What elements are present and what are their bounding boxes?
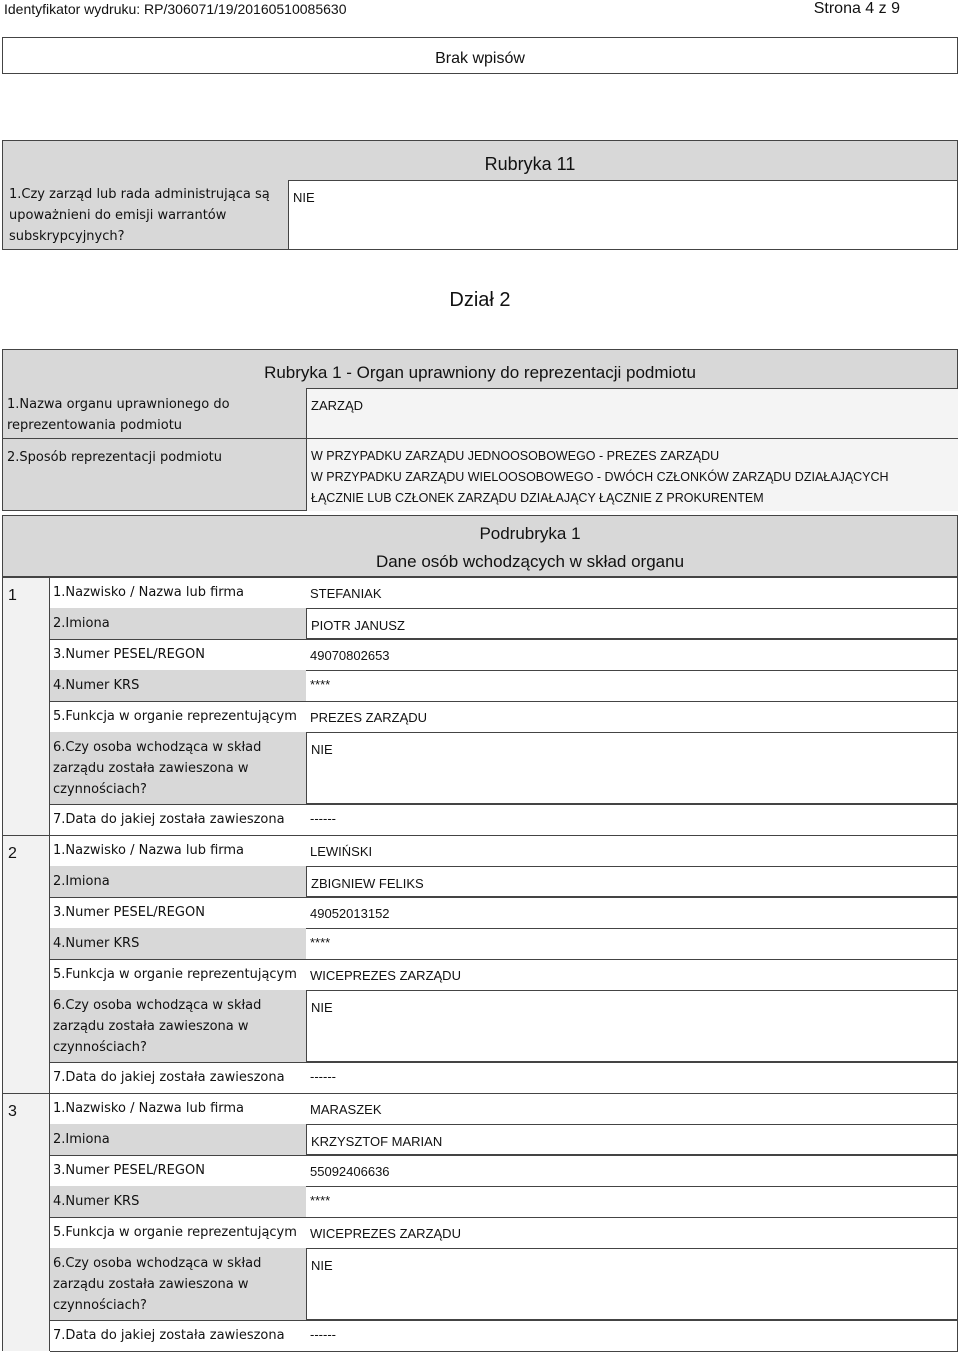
- field-value-pesel: 49070802653: [310, 648, 390, 663]
- field-label-names: 2.Imiona: [53, 874, 110, 889]
- field-value-names: PIOTR JANUSZ: [306, 608, 958, 639]
- field-label-function: 5.Funkcja w organie reprezentującym: [53, 709, 297, 724]
- field-label-suspended-date: 7.Data do jakiej została zawieszona: [53, 812, 285, 827]
- podrubryka-subtitle: Dane osób wchodzących w skład organu: [375, 552, 685, 571]
- field-value-function: PREZES ZARZĄDU: [310, 710, 428, 725]
- field-label-function: 5.Funkcja w organie reprezentującym: [53, 967, 297, 982]
- rubryka11-answer: NIE: [288, 180, 958, 250]
- field-label-krs: 4.Numer KRS: [53, 1194, 140, 1209]
- print-id: Identyfikator wydruku: RP/306071/19/20160510085630: [4, 1, 347, 17]
- field-value-pesel: 49052013152: [310, 906, 390, 921]
- field-value-surname: STEFANIAK: [310, 586, 382, 601]
- rubryka11-title-text: Rubryka 11: [484, 154, 576, 174]
- rubryka11-question: 1.Czy zarząd lub rada administrująca są upoważnieni do emisji warrantów subskrypcyjnych?: [2, 180, 288, 250]
- no-entries-box: [2, 37, 958, 74]
- page-number: Strona 4 z 9: [813, 0, 900, 17]
- podrubryka-title: Podrubryka 1: [479, 524, 581, 543]
- field-label-suspended-date: 7.Data do jakiej została zawieszona: [53, 1328, 285, 1343]
- field-label-krs: 4.Numer KRS: [53, 936, 140, 951]
- organ-name-value: ZARZĄD: [306, 388, 958, 438]
- field-label-suspended: 6.Czy osoba wchodząca w skład zarządu została zawieszona w czynnościach?: [53, 740, 262, 797]
- block-top-border: [2, 577, 958, 578]
- field-value-function: WICEPREZES ZARZĄDU: [310, 968, 461, 983]
- field-value-krs: ****: [310, 935, 331, 950]
- field-value-krs: ****: [310, 677, 331, 692]
- rubryka11-title: [2, 140, 958, 180]
- field-value-surname: LEWIŃSKI: [310, 844, 373, 859]
- field-label-names: 2.Imiona: [53, 616, 110, 631]
- no-entries-text: Brak wpisów: [435, 50, 525, 67]
- block-right-border: [957, 1093, 958, 1351]
- field-label-suspended: 6.Czy osoba wchodząca w skład zarządu została zawieszona w czynnościach?: [53, 998, 262, 1055]
- representation-method-value: [306, 439, 958, 511]
- representation-method-label: 2.Sposób reprezentacji podmiotu: [7, 450, 222, 465]
- rubryka1-title: Rubryka 1 - Organ uprawniony do reprezentacji podmiotu: [264, 363, 696, 382]
- block-top-border: [2, 1093, 958, 1094]
- field-value-suspended-date: ------: [310, 811, 336, 826]
- field-value-suspended-date: ------: [310, 1327, 336, 1342]
- field-label-pesel: 3.Numer PESEL/REGON: [53, 647, 205, 662]
- person-number: 2: [2, 835, 50, 1093]
- field-value-krs: ****: [310, 1193, 331, 1208]
- section-title: Dział 2: [449, 289, 511, 311]
- field-label-surname: 1.Nazwisko / Nazwa lub firma: [53, 585, 245, 600]
- block-right-border: [957, 835, 958, 1093]
- field-value-suspended-date: ------: [310, 1069, 336, 1084]
- field-label-krs: 4.Numer KRS: [53, 678, 140, 693]
- field-value-suspended: NIE: [306, 732, 958, 804]
- field-label-function: 5.Funkcja w organie reprezentującym: [53, 1225, 297, 1240]
- field-label-names: 2.Imiona: [53, 1132, 110, 1147]
- field-value-suspended: NIE: [306, 990, 958, 1062]
- field-value-surname: MARASZEK: [310, 1102, 382, 1117]
- block-right-border: [957, 577, 958, 835]
- method-line-3: ŁĄCZNIE LUB CZŁONEK ZARZĄDU DZIAŁAJĄCY ŁĄCZNIE Z PROKURENTEM: [311, 491, 764, 505]
- person-number: 1: [2, 577, 50, 835]
- field-value-function: WICEPREZES ZARZĄDU: [310, 1226, 461, 1241]
- field-label-suspended-date: 7.Data do jakiej została zawieszona: [53, 1070, 285, 1085]
- person-number: 3: [2, 1093, 50, 1351]
- field-value-pesel: 55092406636: [310, 1164, 390, 1179]
- field-label-suspended: 6.Czy osoba wchodząca w skład zarządu została zawieszona w czynnościach?: [53, 1256, 262, 1313]
- field-label-surname: 1.Nazwisko / Nazwa lub firma: [53, 843, 245, 858]
- field-value-suspended: NIE: [306, 1248, 958, 1320]
- method-line-1: W PRZYPADKU ZARZĄDU JEDNOOSOBOWEGO - PREZES ZARZĄDU: [311, 449, 720, 463]
- field-label-pesel: 3.Numer PESEL/REGON: [53, 1163, 205, 1178]
- method-line-2: W PRZYPADKU ZARZĄDU WIELOOSOBOWEGO - DWÓCH CZŁONKÓW ZARZĄDU DZIAŁAJĄCYCH: [311, 470, 889, 484]
- field-value-names: KRZYSZTOF MARIAN: [306, 1124, 958, 1155]
- field-label-pesel: 3.Numer PESEL/REGON: [53, 905, 205, 920]
- field-value-names: ZBIGNIEW FELIKS: [306, 866, 958, 897]
- field-label-surname: 1.Nazwisko / Nazwa lub firma: [53, 1101, 245, 1116]
- organ-name-label: 1.Nazwa organu uprawnionego do reprezentowania podmiotu: [7, 397, 230, 433]
- block-top-border: [2, 835, 958, 836]
